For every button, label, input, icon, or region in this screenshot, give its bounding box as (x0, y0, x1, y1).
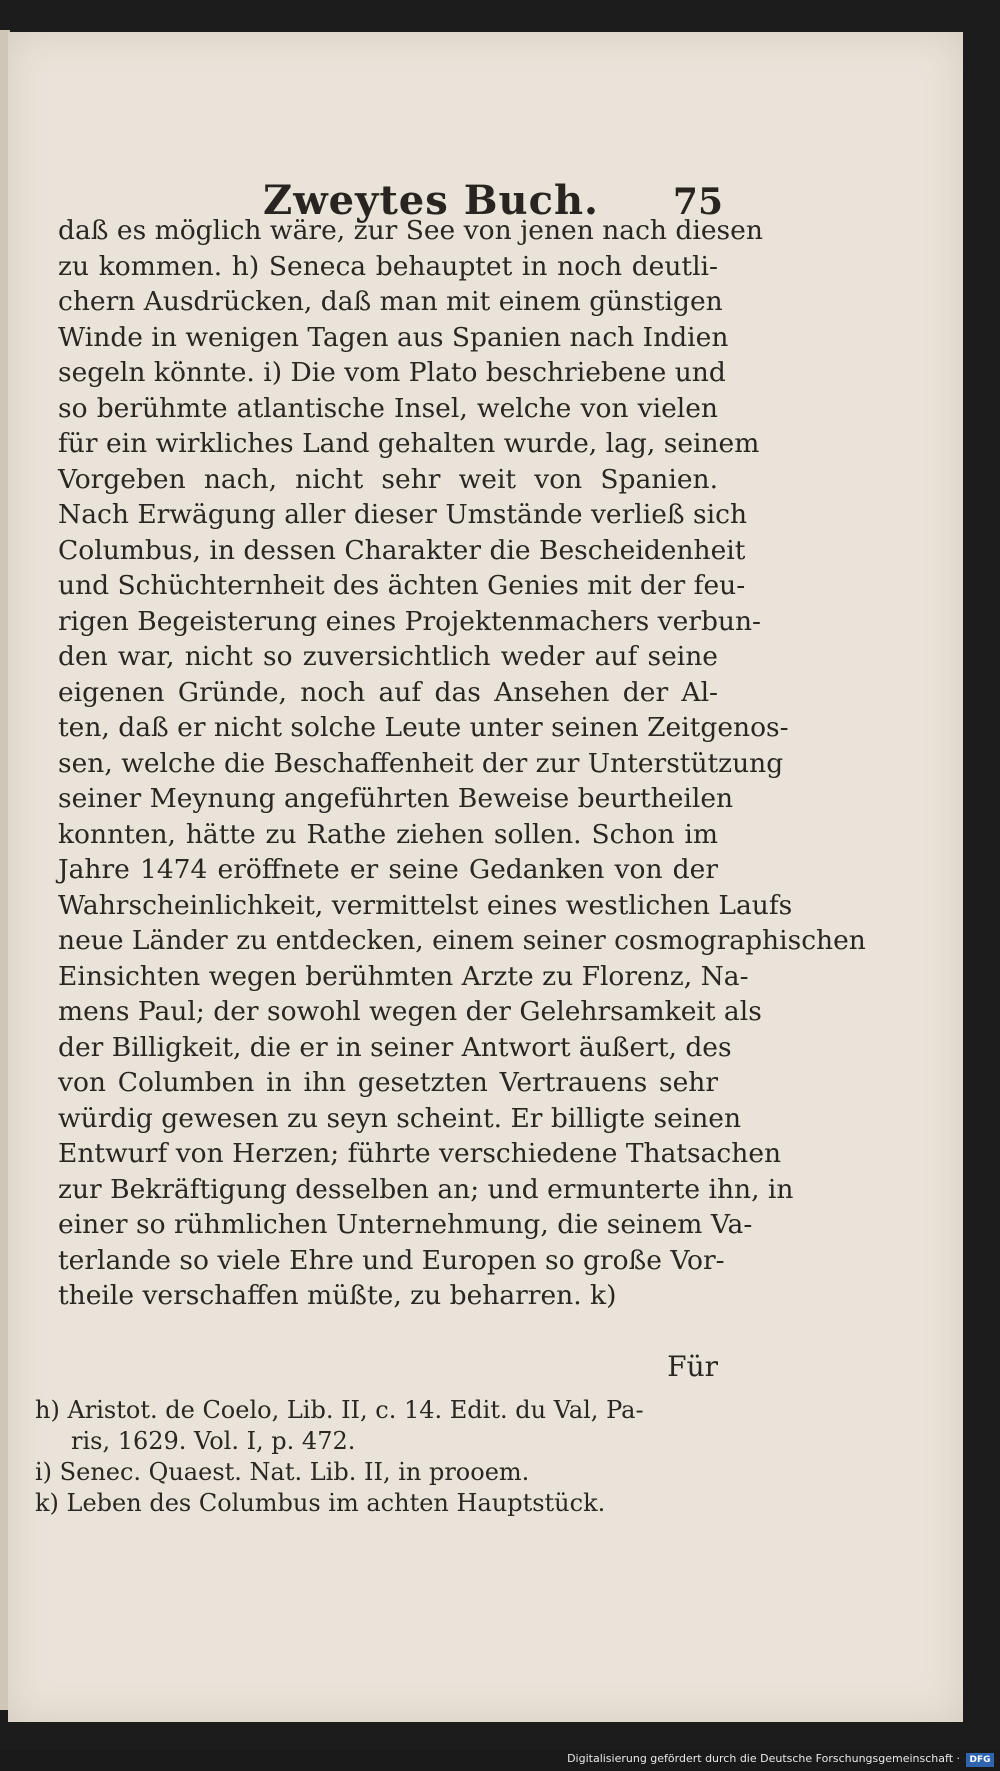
body-text (58, 213, 866, 1314)
text-line: Entwurf von Herzen; führte verschiedene Thatsachen (58, 1138, 782, 1169)
text-line: theile verschaffen müßte, zu beharren. k) (58, 1280, 617, 1311)
text-line: den war, nicht so zuversichtlich weder auf seine (58, 641, 718, 672)
text-line: und Schüchternheit des ächten Genies mit der feu- (58, 570, 746, 601)
text-line: von Columben in ihn gesetzten Vertrauens sehr (58, 1067, 718, 1098)
running-head: Zweytes Buch. (263, 177, 599, 224)
text-line: konnten, hätte zu Rathe ziehen sollen. Schon im (58, 818, 718, 850)
page-number: 75 (672, 181, 723, 223)
text-line: mens Paul; der sowohl wegen der Gelehrsamkeit als (58, 996, 762, 1027)
text-line: Columbus, in dessen Charakter die Bescheidenheit (58, 534, 746, 566)
text-line: neue Länder zu entdecken, einem seiner cosmographischen (58, 925, 866, 956)
catchword: Für (667, 1350, 718, 1383)
text-line: rigen Begeisterung eines Projektenmachers verbun- (58, 605, 762, 637)
text-line: terlande so viele Ehre und Europen so große Vor- (58, 1244, 725, 1276)
text-line: ten, daß er nicht solche Leute unter seinen Zeitgenos- (58, 712, 789, 743)
text-line: Jahre 1474 eröffnete er seine Gedanken von der (58, 854, 718, 885)
credit-bar (0, 1750, 1000, 1771)
text-line: Winde in wenigen Tagen aus Spanien nach Indien (58, 321, 729, 353)
dfg-logo-icon: DFG (966, 1753, 994, 1767)
text-line: einer so rühmlichen Unternehmung, die seinem Va- (58, 1209, 753, 1240)
text-line: Wahrscheinlichkeit, vermittelst eines westlichen Laufs (58, 889, 793, 921)
footnote-k: k) Leben des Columbus im achten Hauptstück. (35, 1489, 606, 1517)
text-line: Vorgeben nach, nicht sehr weit von Spanien. (58, 463, 718, 495)
footnotes (35, 1395, 715, 1519)
footnote-h: h) Aristot. de Coelo, Lib. II, c. 14. Edit. du Val, Pa- (35, 1396, 644, 1424)
text-line: eigenen Gründe, noch auf das Ansehen der Al- (58, 676, 718, 708)
text-line: sen, welche die Beschaffenheit der zur Unterstützung (58, 747, 784, 779)
text-line: Nach Erwägung aller dieser Umstände verließ sich (58, 499, 748, 530)
text-line: seiner Meynung angeführten Beweise beurtheilen (58, 783, 734, 814)
text-line: der Billigkeit, die er in seiner Antwort äußert, des (58, 1031, 732, 1063)
digitization-credit: Digitalisierung gefördert durch die Deutsche Forschungsgemeinschaft · (567, 1752, 960, 1765)
text-line: würdig gewesen zu seyn scheint. Er billigte seinen (58, 1102, 742, 1134)
text-line: so berühmte atlantische Insel, welche von vielen (58, 392, 718, 424)
text-line: daß es möglich wäre, zur See von jenen nach diesen (58, 215, 763, 246)
footnote-i: i) Senec. Quaest. Nat. Lib. II, in prooem. (35, 1458, 530, 1486)
catchword-area (58, 1350, 718, 1390)
footnote-h-continuation: ris, 1629. Vol. I, p. 472. (71, 1427, 356, 1455)
text-line: segeln könnte. i) Die vom Plato beschriebene und (58, 357, 726, 388)
text-line: chern Ausdrücken, daß man mit einem günstigen (58, 286, 723, 317)
text-line: Einsichten wegen berühmten Arzte zu Florenz, Na- (58, 960, 749, 992)
text-line: zur Bekräftigung desselben an; und ermunterte ihn, in (58, 1173, 794, 1205)
text-line: zu kommen. h) Seneca behauptet in noch deutli- (58, 250, 718, 282)
text-line: für ein wirkliches Land gehalten wurde, lag, seinem (58, 428, 760, 459)
